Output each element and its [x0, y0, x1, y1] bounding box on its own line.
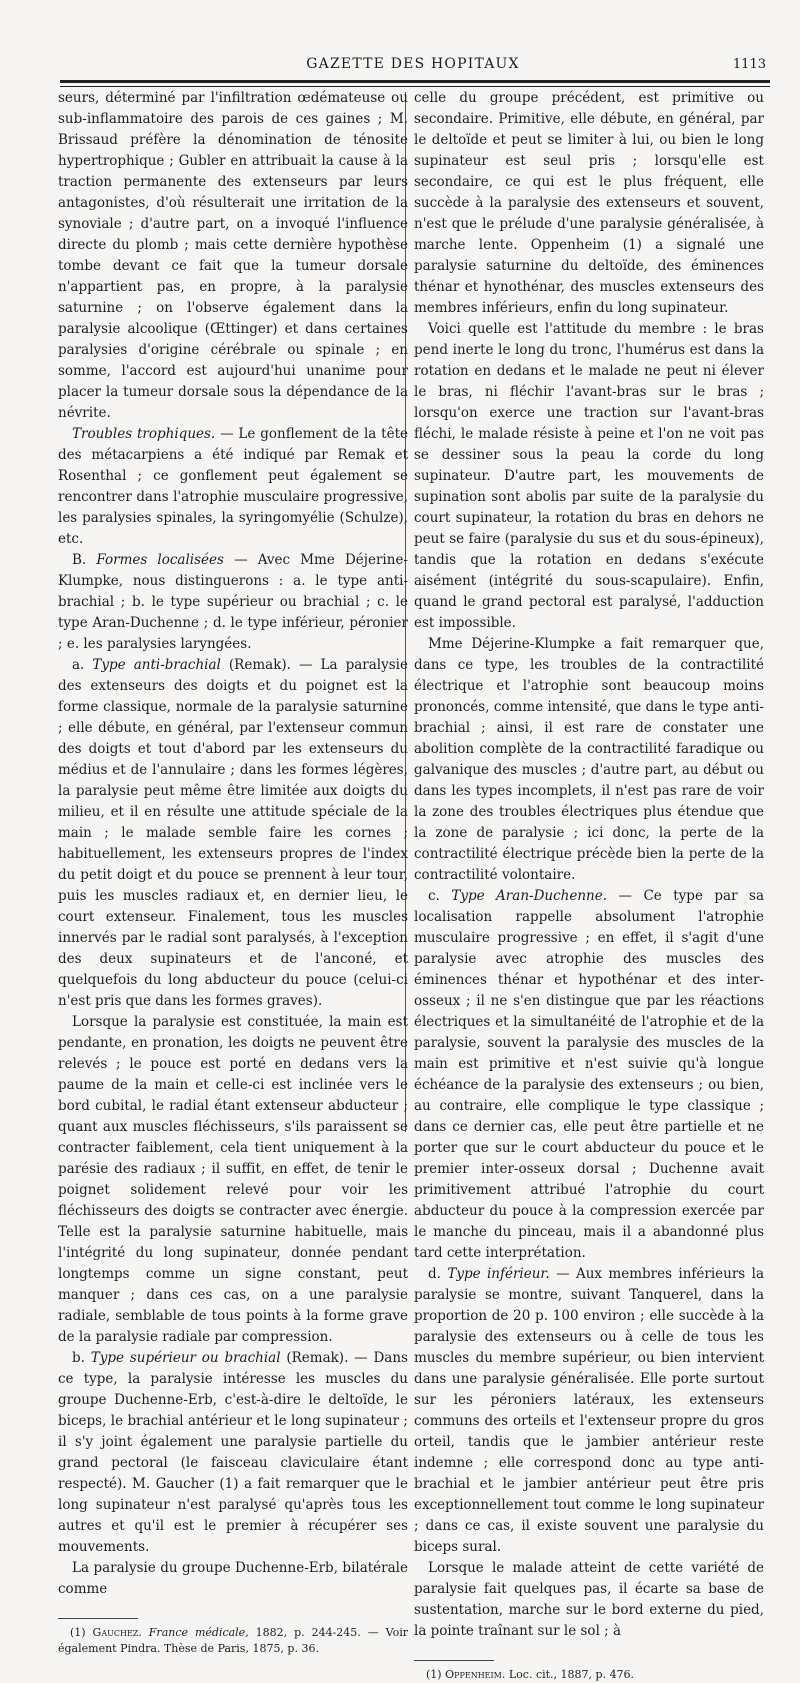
section-title: Formes localisées	[96, 552, 224, 568]
section-title: Type inférieur.	[447, 1266, 550, 1282]
paragraph: c. Type Aran-Duchenne. — Ce type par sa localisation rappelle absolument l'atrophie musculaire progressive ; en effet, il s'agit d'une paralysie avec atrophie des muscles des éminences thénar et hypothénar et des inter-osseux ; il ne s'en distingue que par les réactions électriques et la simultanéité de l'atrophie et de la paralysie, souvent la paralysie des muscles de la main est primitive et n'est suivie qu'à longue échéance de la paralysie des extenseurs ; ou bien, au contraire, elle complique le type classique ; dans ce dernier cas, elle peut être partielle et ne porter que sur le court abducteur du pouce et le premier inter-osseux dorsal ; Duchenne avait primitivement attribué l'atrophie du court abducteur du pouce à la compression exercée par le manche du pinceau, mais il a abandonné plus tard cette interprétation.	[414, 888, 764, 1261]
section-title: Type supérieur ou brachial	[90, 1350, 281, 1366]
paragraph: Lorsque la paralysie est constituée, la main est pendante, en pronation, les doigts ne peuvent être relevés ; le pouce est porté en dedans vers la paume de la main et celle-ci est inclinée vers le bord cubital, le radial étant extenseur abducteur ; quant aux muscles fléchisseurs, s'ils paraissent se contracter faiblement, cela tient uniquement à la parésie des radiaux ; il suffit, en effet, de tenir le poignet solidement relevé pour voir les fléchisseurs des doigts se contracter avec énergie. Telle est la paralysie saturnine habituelle, mais l'intégrité du long supinateur, donnée pendant longtemps comme un signe constant, peut manquer ; dans ces cas, on a une paralysie radiale, semblable de tous points à la forme grave de la paralysie radiale par compression.	[58, 1014, 408, 1345]
footnote-rule	[414, 1660, 494, 1661]
page-number: 1113	[732, 57, 766, 72]
journal-title: GAZETTE DES HOPITAUX	[306, 56, 520, 72]
footnote: (1) Oppenheim. Loc. cit., 1887, p. 476.	[426, 1668, 635, 1681]
right-column	[414, 88, 764, 1683]
paragraph: Lorsque le malade atteint de cette variété de paralysie fait quelques pas, il écarte sa base de sustentation, marche sur le bord externe du pied, la pointe traînant sur le sol ; à	[414, 1560, 764, 1639]
paragraph: celle du groupe précédent, est primitive ou secondaire. Primitive, elle débute, en général, par le deltoïde et peut se limiter à lui, ou bien le long supinateur est seul pris ; lorsqu'elle est secondaire, ce qui est le plus fréquent, elle succède à la paralysie des extenseurs et souvent, n'est que le prélude d'une paralysie généralisée, à marche lente. Oppenheim (1) a signalé une paralysie saturnine du deltoïde, des éminences thénar et hynothénar, des muscles extenseurs des membres inférieurs, enfin du long supinateur.	[414, 90, 764, 316]
section-title: Type anti-brachial	[92, 657, 221, 673]
header-rule-thin	[60, 86, 770, 87]
paragraph: Troubles trophiques. — Le gonflement de la tête des métacarpiens a été indiqué par Remak et Rosenthal ; ce gonflement peut également se rencontrer dans l'atrophie musculaire progressive, les paralysies spinales, la syringomyélie (Schulze), etc.	[58, 426, 408, 547]
left-column	[58, 88, 408, 1657]
footnote: (1) Gauchez. France médicale, 1882, p. 244-245. — Voir également Pindra. Thèse de Paris, 1875, p. 36.	[58, 1626, 409, 1655]
paragraph: b. Type supérieur ou brachial (Remak). — Dans ce type, la paralysie intéresse les muscles du groupe Duchenne-Erb, c'est-à-dire le deltoïde, le biceps, le brachial antérieur et le long supinateur ; il s'y joint également une paralysie partielle du grand pectoral (le faisceau claviculaire étant respecté). M. Gaucher (1) a fait remarquer que le long supinateur n'est paralysé qu'après tous les autres et qu'il est le premier à récupérer ses mouvements.	[58, 1350, 408, 1555]
section-title: Type Aran-Duchenne.	[451, 888, 608, 904]
paragraph: Voici quelle est l'attitude du membre : le bras pend inerte le long du tronc, l'humérus est dans la rotation en dedans et le malade ne peut ni élever le bras, ni fléchir l'avant-bras sur le bras ; lorsqu'on exerce une traction sur l'avant-bras fléchi, le malade résiste à peine et l'on ne voit pas se dessiner sous la peau la corde du long supinateur. D'autre part, les mouvements de supination sont abolis par suite de la paralysie du court supinateur, la rotation du bras en dehors ne peut se faire (paralysie du sus et du sous-épineux), tandis que la rotation en dedans s'exécute aisément (intégrité du sous-scapulaire). Enfin, quand le grand pectoral est paralysé, l'adduction est impossible.	[414, 321, 764, 631]
paragraph: Mme Déjerine-Klumpke a fait remarquer que, dans ce type, les troubles de la contractilité électrique et l'atrophie sont beaucoup moins prononcés, comme intensité, que dans le type anti-brachial ; ainsi, il est rare de constater une abolition complète de la contractilité faradique ou galvanique des muscles ; d'autre part, au début ou dans les types incomplets, il n'est pas rare de voir la zone des troubles électriques plus étendue que la zone de paralysie ; ici donc, la perte de la contractilité électrique précède bien la perte de la contractilité volontaire.	[414, 636, 764, 883]
paragraph: d. Type inférieur. — Aux membres inférieurs la paralysie se montre, suivant Tanquerel, dans la proportion de 20 p. 100 environ ; elle succède à la paralysie des extenseurs ou à celle de tous les muscles du membre supérieur, ou bien intervient dans une paralysie généralisée. Elle porte surtout sur les péroniers latéraux, les extenseurs communs des orteils et l'extenseur propre du gros orteil, tandis que le jambier antérieur reste indemne ; elle correspond donc au type anti-brachial et le jambier antérieur peut être pris exceptionnellement tout comme le long supinateur ; dans ce cas, il existe souvent une paralysie du biceps sural.	[414, 1266, 764, 1555]
paragraph: seurs, déterminé par l'infiltration œdémateuse ou sub-inflammatoire des parois de ces gaines ; M. Brissaud préfère la dénomination de ténosite hypertrophique ; Gubler en attribuait la cause à la traction permanente des extenseurs par leurs antagonistes, d'où résulterait une irritation de la synoviale ; d'autre part, on a invoqué l'influence directe du plomb ; mais cette dernière hypothèse tombe devant ce fait que la tumeur dorsale n'appartient pas, en propre, à la paralysie saturnine ; on l'observe également dans la paralysie alcoolique (Œttinger) et dans certaines paralysies d'origine cérébrale ou spinale ; en somme, l'accord est aujourd'hui unanime pour placer la tumeur dorsale sous la dépendance de la névrite.	[58, 90, 408, 421]
paragraph: B. Formes localisées — Avec Mme Déjerine-Klumpke, nous distinguerons : a. le type anti-brachial ; b. le type supérieur ou brachial ; c. le type Aran-Duchenne ; d. le type inférieur, péronier ; e. les paralysies laryngées.	[58, 552, 408, 652]
footnote-rule	[58, 1618, 138, 1619]
section-title: Troubles trophiques.	[72, 426, 216, 442]
header-rule-thick	[60, 80, 770, 83]
paragraph: La paralysie du groupe Duchenne-Erb, bilatérale comme	[58, 1560, 408, 1597]
paragraph: a. Type anti-brachial (Remak). — La paralysie des extenseurs des doigts et du poignet est la forme classique, normale de la paralysie saturnine ; elle débute, en général, par l'extenseur commun des doigts et tout d'abord par les extenseurs du médius et de l'annulaire ; dans les formes légères, la paralysie peut même être limitée aux doigts du milieu, et il en résulte une attitude spéciale de la main ; le malade semble faire les cornes ; habituellement, les extenseurs propres de l'index du petit doigt et du pouce se prennent à leur tour, puis les muscles radiaux et, en dernier lieu, le court extenseur. Finalement, tous les muscles innervés par le radial sont paralysés, à l'exception des deux supinateurs et de l'anconé, et quelquefois du long abducteur du pouce (celui-ci n'est pris que dans les formes graves).	[58, 657, 408, 1009]
page-header	[60, 56, 766, 76]
